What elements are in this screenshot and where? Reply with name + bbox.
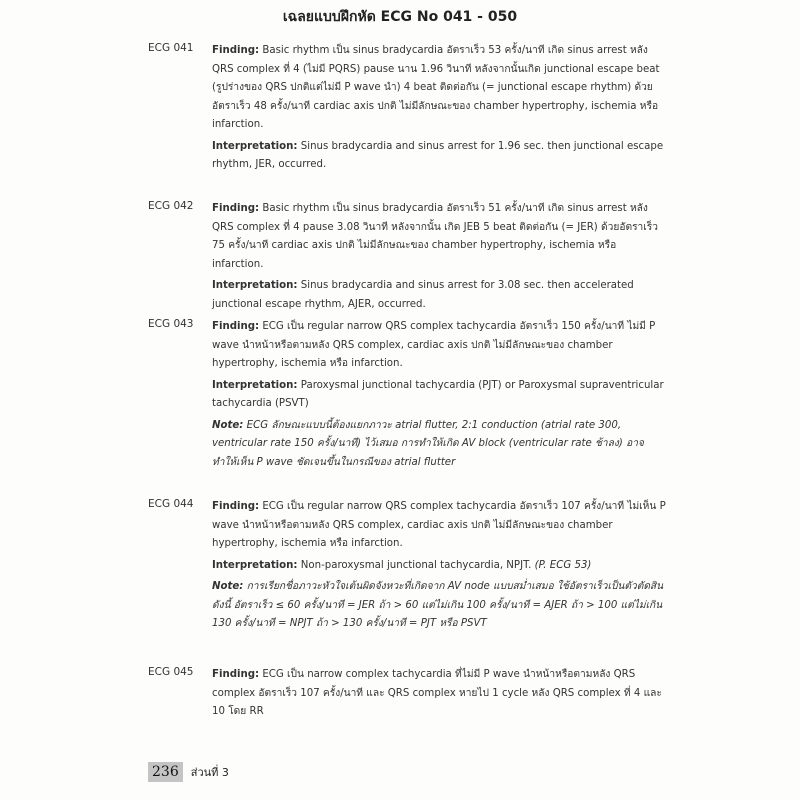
entry-body — [212, 498, 667, 637]
entry-body — [212, 666, 667, 725]
note-label: Note: — [212, 419, 244, 431]
page-title: เฉลยแบบฝึกหัด ECG No 041 - 050 — [282, 9, 518, 25]
entry-id: ECG 041 — [148, 42, 194, 54]
interpretation-label: Interpretation: — [212, 140, 298, 152]
page-footer — [148, 762, 229, 782]
finding-paragraph — [212, 42, 667, 135]
entry-id: ECG 043 — [148, 318, 194, 330]
interpretation-text: Paroxysmal junctional tachycardia (PJT) or Paroxysmal supraventricular tachycardia (PSVT) — [212, 379, 664, 409]
section-label: ส่วนที่ 3 — [190, 766, 229, 779]
finding-text: Basic rhythm เป็น sinus bradycardia อัตราเร็ว 53 ครั้ง/นาที เกิด sinus arrest หลัง QRS complex ที่ 4 (ไม่มี PQRS) pause นาน 1.96 วินาที หลังจากนั้นเกิด junctional escape beat (รูปร่างของ QRS ปกติแต่ไม่มี P wave นำ) 4 beat ติดต่อกัน (= junctional escape rhythm) ด้วยอัตราเร็ว 48 ครั้ง/นาที cardiac axis ปกติ ไม่มีลักษณะของ chamber hypertrophy, ischemia หรือ infarction. — [212, 45, 660, 130]
interpretation-label: Interpretation: — [212, 559, 298, 571]
entry-id: ECG 045 — [148, 666, 194, 678]
page-number: 236 — [148, 762, 183, 782]
finding-text: ECG เป็น regular narrow QRS complex tachycardia อัตราเร็ว 150 ครั้ง/นาที ไม่มี P wave นำหน้าหรือตามหลัง QRS complex, cardiac axis ปกติ ไม่มีลักษณะของ chamber hypertrophy, ischemia หรือ infarction. — [212, 321, 656, 369]
finding-label: Finding: — [212, 501, 260, 512]
interpretation-paragraph — [212, 377, 667, 414]
interpretation-text: Non-paroxysmal junctional tachycardia, NPJT. — [300, 559, 532, 571]
note-paragraph — [212, 578, 667, 634]
interpretation-text: Sinus bradycardia and sinus arrest for 3.08 sec. then accelerated junctional escape rhythm, AJER, occurred. — [212, 280, 634, 310]
entry-body — [212, 200, 667, 317]
note-paragraph — [212, 417, 667, 473]
entry-id: ECG 042 — [148, 200, 194, 212]
finding-label: Finding: — [212, 45, 260, 56]
finding-paragraph — [212, 498, 667, 554]
entry-body — [212, 42, 667, 178]
entry-body — [212, 318, 667, 475]
finding-text: ECG เป็น regular narrow QRS complex tachycardia อัตราเร็ว 107 ครั้ง/นาที ไม่เห็น P wave นำหน้าหรือตามหลัง QRS complex, cardiac axis ปกติ ไม่มีลักษณะของ chamber hypertrophy, ischemia หรือ infarction. — [212, 501, 666, 549]
finding-text: Basic rhythm เป็น sinus bradycardia อัตราเร็ว 51 ครั้ง/นาที เกิด sinus arrest หลัง QRS complex ที่ 4 pause 3.08 วินาที หลังจากนั้น เกิด JEB 5 beat ติดต่อกัน (= JER) ด้วยอัตราเร็ว 75 ครั้ง/นาที cardiac axis ปกติ ไม่มีลักษณะของ chamber hypertrophy, ischemia หรือ infarction. — [212, 203, 658, 270]
interpretation-paragraph — [212, 277, 667, 314]
finding-text: ECG เป็น narrow complex tachycardia ที่ไม่มี P wave นำหน้าหรือตามหลัง QRS complex อัตราเร็ว 107 ครั้ง/นาที และ QRS complex หายไป 1 cycle หลัง QRS complex ที่ 4 และ 10 โดย RR — [212, 669, 662, 717]
finding-paragraph — [212, 200, 667, 274]
interpretation-reference: (P. ECG 53) — [534, 559, 592, 571]
finding-paragraph — [212, 666, 667, 722]
interpretation-label: Interpretation: — [212, 280, 298, 291]
finding-label: Finding: — [212, 203, 260, 214]
note-label: Note: — [212, 581, 244, 592]
note-text: การเรียกชื่อภาวะหัวใจเต้นผิดจังหวะที่เกิดจาก AV node แบบสม่ำเสมอ ใช้อัตราเร็วเป็นตัวตัดสิน ดังนี้ อัตราเร็ว ≤ 60 ครั้ง/นาที = JER ถ้า > 60 แต่ไม่เกิน 100 ครั้ง/นาที = AJER ถ้า > 100 แต่ไม่เกิน 130 ครั้ง/นาที = NPJT ถ้า > 130 ครั้ง/นาที = PJT หรือ PSVT — [212, 581, 664, 629]
finding-paragraph — [212, 318, 667, 374]
interpretation-paragraph — [212, 138, 667, 175]
finding-label: Finding: — [212, 669, 260, 680]
interpretation-label: Interpretation: — [212, 379, 298, 391]
interpretation-paragraph — [212, 557, 667, 576]
entry-id: ECG 044 — [148, 498, 194, 510]
note-text: ECG ลักษณะแบบนี้ต้องแยกภาวะ atrial flutter, 2:1 conduction (atrial rate 300, ventricular rate 150 ครั้ง/นาที) ไว้เสมอ การทำให้เกิด AV block (ventricular rate ช้าลง) อาจทำให้เห็น P wave ชัดเจนขึ้นในกรณีของ atrial flutter — [212, 419, 644, 468]
interpretation-text: Sinus bradycardia and sinus arrest for 1.96 sec. then junctional escape rhythm, JER, occurred. — [212, 140, 664, 170]
finding-label: Finding: — [212, 321, 260, 332]
